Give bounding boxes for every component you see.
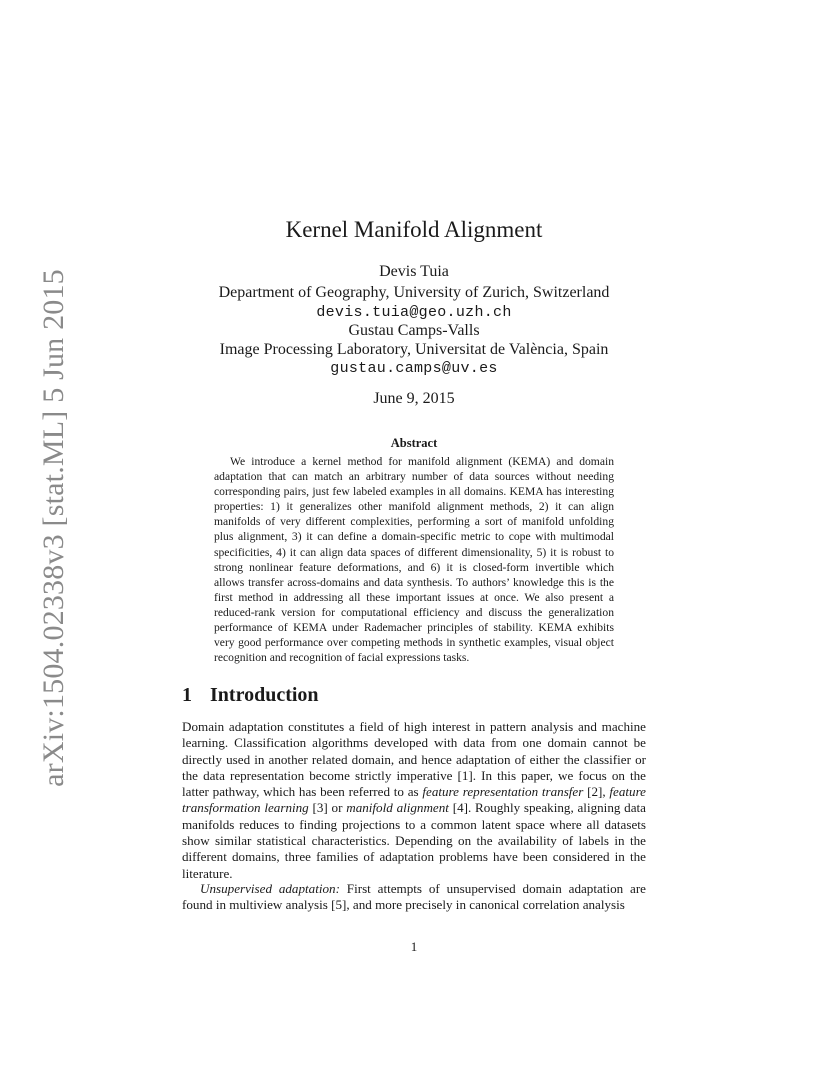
abstract-text: We introduce a kernel method for manifold alignment (KEMA) and domain adaptation that can match an arbitrary number of data sources without needing corresponding pairs, just few labeled examples in all domains. KEMA has interesting properties: 1) it generalizes other manifold alignment methods, 2) it can align manifolds of very different complexities, performing a sort of manifold unfolding plus alignment, 3) it can define a domain-specific metric to cope with multimodal specificities, 4) it can align data spaces of different dimensionality, 5) it is robust to strong nonlinear feature deformations, and 6) it is closed-form invertible which allows transfer across-domains and data synthesis. To authors’ knowledge this is the first method in addressing all these important issues at once. We also present a reduced-rank version for computational efficiency and discuss the generalization performance of KEMA under Rademacher principles of stability. KEMA exhibits very good performance over competing methods in synthetic examples, visual object recognition and recognition of facial expressions tasks. [214,455,614,665]
intro-text-run: [2], [583,784,610,800]
publication-date: June 9, 2015 [373,390,455,407]
intro-text-run: [4]. Roughly speaking, aligning data manifolds reduces to finding projections to a common latent space where all datasets show similar statistical characteristics. Depending on the availability of labels in the different domains, three families of adaptation problems have been considered in the literature. [182,800,646,881]
paper-title: Kernel Manifold Alignment [285,217,543,242]
section-number: 1 [182,684,192,706]
intro-paragraph [182,719,646,882]
author-email: gustau.camps@uv.es [330,360,498,377]
unsupervised-paragraph [182,881,646,914]
author-affiliation: Image Processing Laboratory, Universitat de València, Spain [219,341,609,358]
abstract-heading: Abstract [390,436,438,450]
author-name: Devis Tuia [379,263,449,280]
intro-text-run: [3] or [308,800,347,816]
author-email: devis.tuia@geo.uzh.ch [316,304,512,321]
intro-text-run: Domain adaptation constitutes a field of high interest in pattern analysis and machine learning. Classification algorithms developed with data from one domain cannot be directly used in another related domain, and hence adaptation of either the classifier or the data representation become strictly imperative [1]. In this paper, we focus on the latter pathway, which has been referred to as [182,719,646,800]
section-title: Introduction [210,684,319,706]
paragraph-lead-in: Unsupervised adaptation: [200,881,340,896]
intro-emphasis: feature transformation learning [182,784,646,816]
section-heading [182,684,319,707]
author-name: Gustau Camps-Valls [348,322,480,339]
page-number: 1 [410,939,418,954]
intro-emphasis: manifold alignment [346,800,449,816]
paragraph-text: First attempts of unsupervised domain adaptation are found in multiview analysis [5], and more precisely in canonical correlation analysis [182,881,646,913]
intro-emphasis: feature representation transfer [422,784,584,800]
author-affiliation: Department of Geography, University of Zurich, Switzerland [218,284,610,301]
arxiv-stamp-text: arXiv:1504.02338v3 [stat.ML] 5 Jun 2015 [37,269,70,787]
